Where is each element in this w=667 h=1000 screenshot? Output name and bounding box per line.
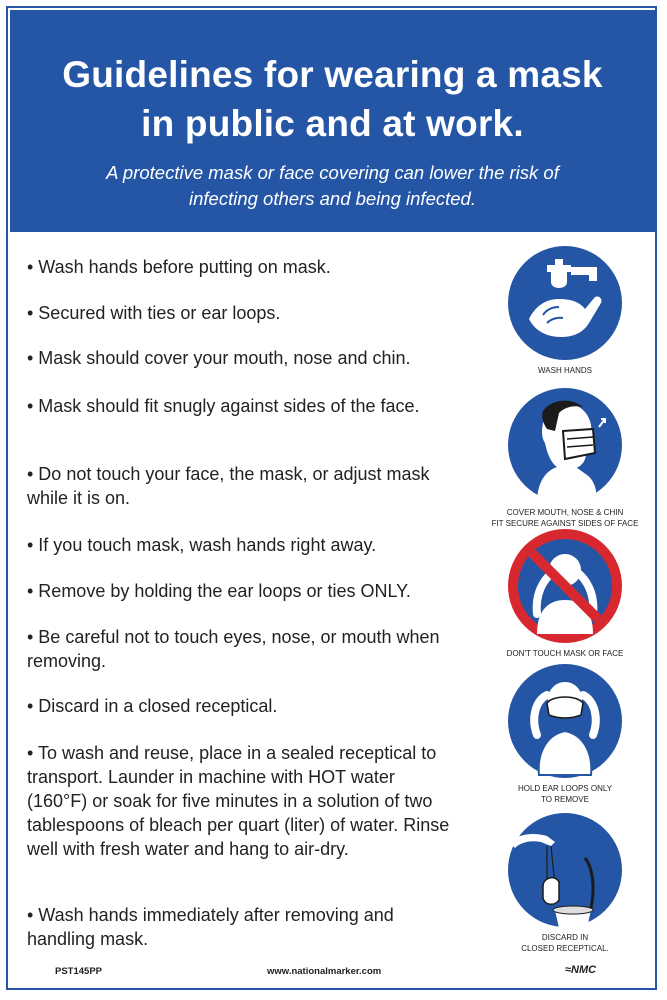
dont-touch-face-caption (490, 648, 640, 659)
dont-touch-face-icon (507, 528, 623, 644)
guideline-item: • To wash and reuse, place in a sealed receptical to transport. Launder in machine with HOT water (160°F) or soak for five minutes in a solution of two tablespoons of bleach per quart (liter) of water. Rinse well with fresh water and hang to air-dry. (27, 743, 450, 859)
title-line-2: in public and at work. (141, 103, 524, 144)
caption-line-1: DON'T TOUCH MASK OR FACE (506, 649, 624, 658)
guideline-item: • Secured with ties or ear loops. (27, 303, 281, 323)
guideline-item: • Remove by holding the ear loops or ties ONLY. (27, 581, 411, 601)
caption-line-1: WASH HANDS (538, 366, 592, 375)
caption-line-1: HOLD EAR LOOPS ONLY (517, 784, 613, 793)
cover-face-pictogram (490, 387, 640, 529)
caption-line-1: COVER MOUTH, NOSE & CHIN (506, 508, 624, 517)
website-link[interactable]: www.nationalmarker.com (267, 966, 382, 977)
guideline-item: • Mask should fit snugly against sides of the face. (27, 396, 420, 416)
discard-mask-icon (507, 812, 623, 928)
guideline-item: • Be careful not to touch eyes, nose, or mouth when removing. (27, 627, 440, 671)
guideline-item: • Do not touch your face, the mask, or adjust mask while it is on. (27, 464, 430, 508)
cover-face-caption (490, 507, 640, 529)
wash-hands-icon (507, 245, 623, 361)
discard-mask-pictogram (490, 812, 640, 954)
guideline-item: • If you touch mask, wash hands right away. (27, 535, 377, 555)
brand-name: NMC (571, 964, 597, 976)
header-banner (10, 10, 655, 232)
guideline-item: • Wash hands immediately after removing and handling mask. (27, 905, 394, 949)
wash-hands-pictogram (490, 245, 640, 376)
ear-loops-icon (507, 663, 623, 779)
subtitle-line-1: A protective mask or face covering can lower the risk of (106, 162, 559, 183)
page-title (10, 10, 655, 148)
brand-logo (565, 964, 596, 976)
caption-line-2: FIT SECURE AGAINST SIDES OF FACE (491, 519, 639, 528)
discard-mask-caption (490, 932, 640, 954)
guideline-item: • Discard in a closed receptical. (27, 696, 278, 716)
product-code: PST145PP (55, 966, 102, 977)
caption-line-1: DISCARD IN (541, 933, 589, 942)
guideline-item: • Mask should cover your mouth, nose and chin. (27, 348, 411, 368)
logo-swoosh-icon: ≈ (565, 964, 572, 976)
wash-hands-caption (490, 365, 640, 376)
subtitle-line-2: infecting others and being infected. (189, 188, 476, 209)
title-line-1: Guidelines for wearing a mask (62, 54, 603, 95)
subtitle (70, 160, 595, 212)
dont-touch-face-pictogram (490, 528, 640, 659)
guideline-item: • Wash hands before putting on mask. (27, 257, 331, 277)
ear-loops-pictogram (490, 663, 640, 805)
caption-line-2: CLOSED RECEPTICAL. (521, 944, 609, 953)
ear-loops-caption (490, 783, 640, 805)
caption-line-2: TO REMOVE (541, 795, 589, 804)
cover-face-icon (507, 387, 623, 503)
